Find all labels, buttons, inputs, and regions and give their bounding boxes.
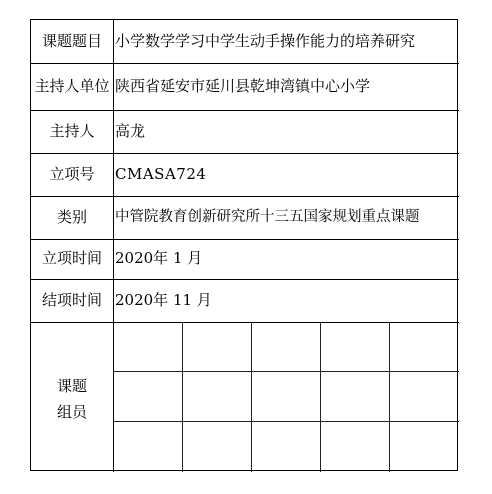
label-team-members-line1: 课题 xyxy=(56,377,87,395)
row-divider xyxy=(31,110,459,111)
member-grid-line xyxy=(182,322,183,472)
label-column-divider xyxy=(113,20,114,472)
member-grid-line xyxy=(113,421,459,422)
member-grid-line xyxy=(389,322,390,472)
value-category: 中管院教育创新研究所十三五国家规划重点课题 xyxy=(115,209,420,225)
label-start-date: 立项时间 xyxy=(41,249,102,267)
label-project-number: 立项号 xyxy=(49,165,95,183)
member-grid-line xyxy=(251,322,252,472)
row-divider xyxy=(31,279,459,280)
value-host-unit: 陕西省延安市延川县乾坤湾镇中心小学 xyxy=(115,77,371,95)
value-start-date: 2020年 1 月 xyxy=(115,249,203,267)
row-divider xyxy=(31,63,459,64)
value-host: 高龙 xyxy=(115,122,146,140)
label-end-date: 结项时间 xyxy=(41,291,102,309)
value-project-title: 小学数学学习中学生动手操作能力的培养研究 xyxy=(115,32,416,50)
value-project-number: CMASA724 xyxy=(115,165,207,183)
label-host: 主持人 xyxy=(49,122,95,140)
label-category: 类别 xyxy=(56,208,87,226)
label-team-members xyxy=(31,373,113,425)
label-team-members-line2: 组员 xyxy=(56,403,87,421)
value-end-date: 2020年 11 月 xyxy=(115,291,212,309)
label-host-unit: 主持人单位 xyxy=(34,77,110,95)
row-divider xyxy=(31,196,459,197)
member-grid-line xyxy=(113,371,459,372)
project-info-table xyxy=(30,19,458,471)
member-grid-line xyxy=(320,322,321,472)
label-project-title: 课题题目 xyxy=(41,32,102,50)
row-divider xyxy=(31,239,459,240)
row-divider xyxy=(31,153,459,154)
row-divider xyxy=(31,322,459,323)
